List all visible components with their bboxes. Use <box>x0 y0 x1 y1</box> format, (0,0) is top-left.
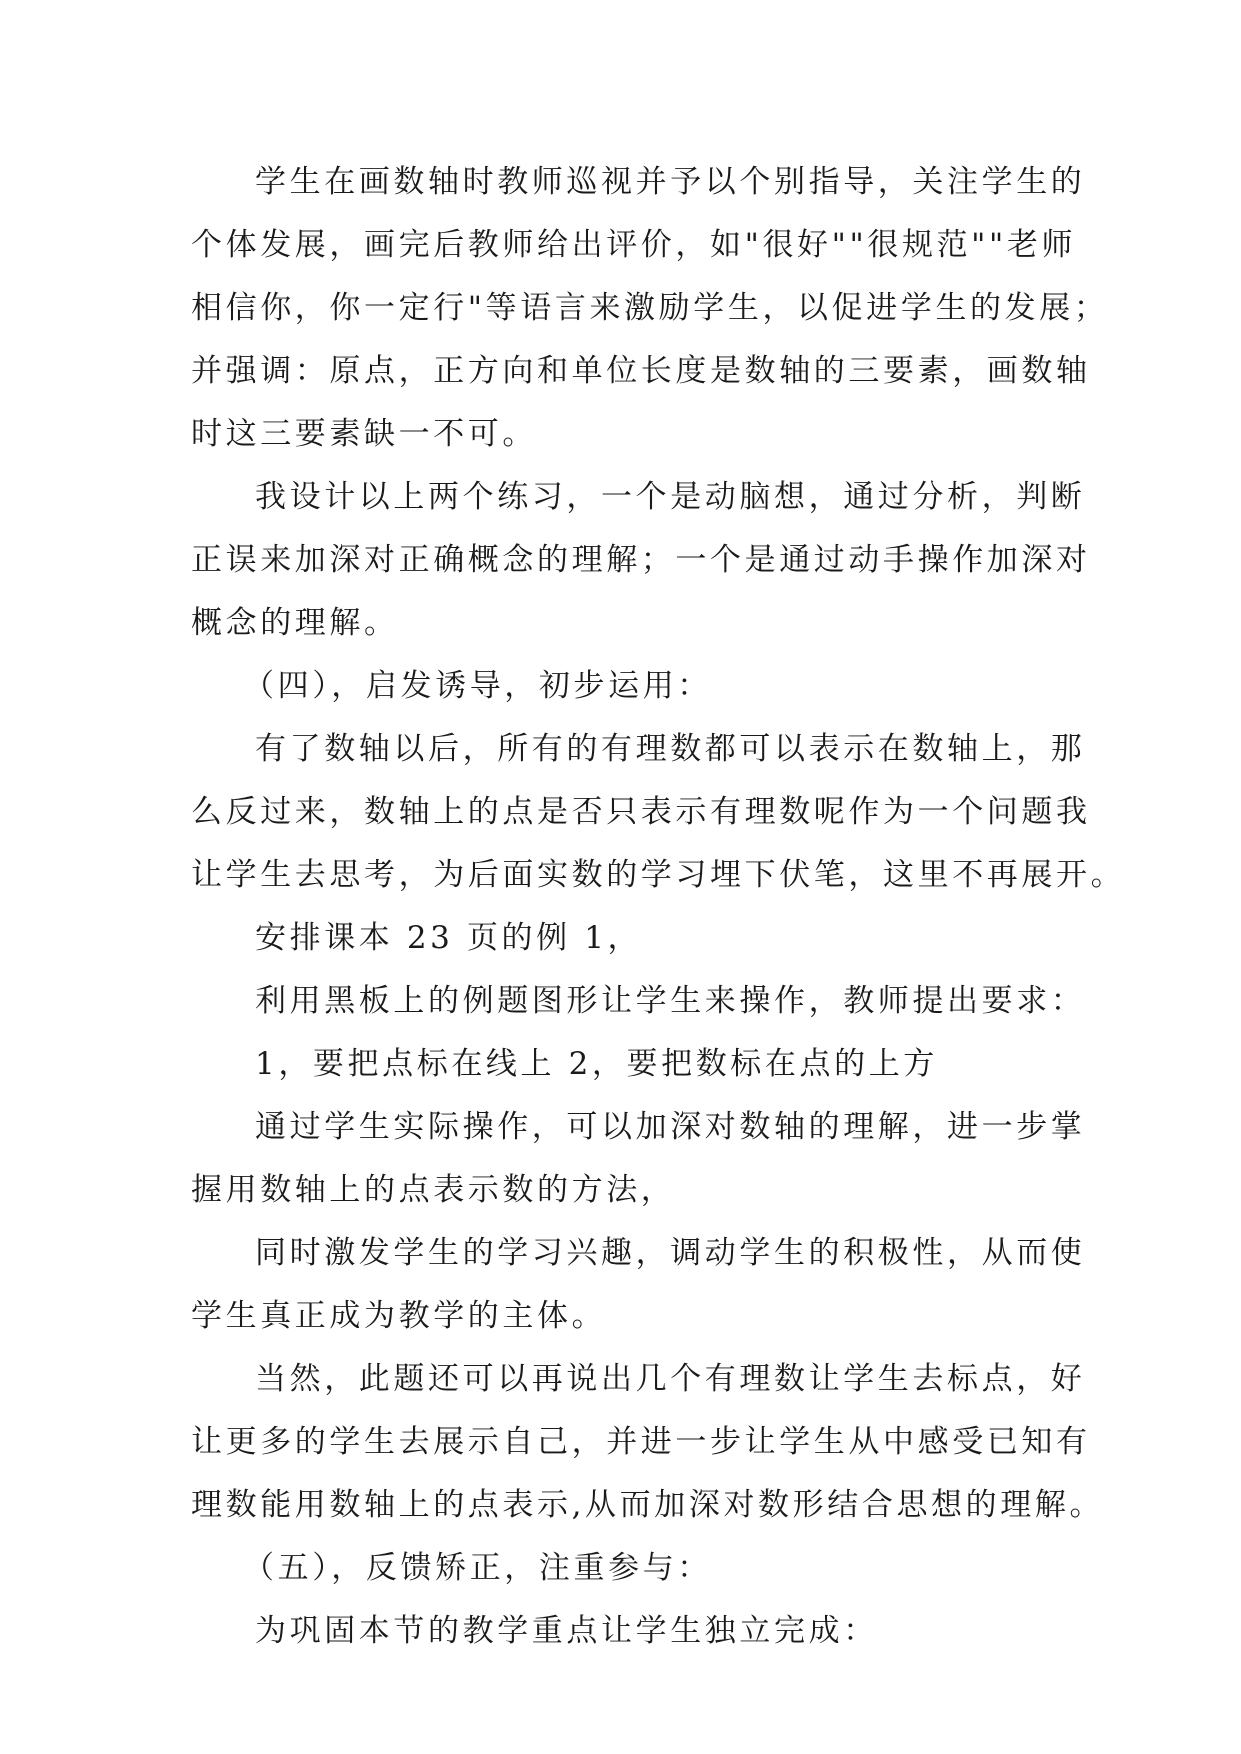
section-heading: （四），启发诱导，初步运用： <box>243 668 712 704</box>
paragraph-line: 时这三要素缺一不可。 <box>191 416 537 452</box>
paragraph-line: 握用数轴上的点表示数的方法， <box>191 1172 676 1208</box>
paragraph-line: 正误来加深对正确概念的理解；一个是通过动手操作加深对 <box>191 542 1091 578</box>
paragraph-line: 让更多的学生去展示自己，并进一步让学生从中感受已知有 <box>191 1424 1091 1460</box>
paragraph-line: 同时激发学生的学习兴趣，调动学生的积极性，从而使 <box>255 1235 1086 1271</box>
document-body <box>191 151 1126 1663</box>
paragraph-line: 理数能用数轴上的点表示,从而加深对数形结合思想的理解。 <box>191 1487 1105 1523</box>
paragraph-line: 安排课本 23 页的例 1， <box>255 920 643 956</box>
paragraph-line: 学生真正成为教学的主体。 <box>191 1298 607 1334</box>
paragraph-line: 让学生去思考，为后面实数的学习埋下伏笔，这里不再展开。 <box>191 857 1126 893</box>
paragraph-line: 么反过来，数轴上的点是否只表示有理数呢作为一个问题我 <box>191 794 1091 830</box>
paragraph-line: 个体发展，画完后教师给出评价，如"很好""很规范""老师 <box>191 227 1077 263</box>
paragraph-line: 为巩固本节的教学重点让学生独立完成： <box>255 1613 878 1649</box>
paragraph-line: 并强调：原点，正方向和单位长度是数轴的三要素，画数轴 <box>191 353 1091 389</box>
paragraph-line: 学生在画数轴时教师巡视并予以个别指导，关注学生的 <box>255 164 1086 200</box>
paragraph-line: 概念的理解。 <box>191 605 399 641</box>
paragraph-line: 1，要把点标在线上 2，要把数标在点的上方 <box>255 1046 938 1082</box>
paragraph-line: 有了数轴以后，所有的有理数都可以表示在数轴上，那 <box>255 731 1086 767</box>
paragraph-line: 当然，此题还可以再说出几个有理数让学生去标点，好 <box>255 1361 1086 1397</box>
paragraph-line: 我设计以上两个练习，一个是动脑想，通过分析，判断 <box>255 479 1086 515</box>
section-heading: （五），反馈矫正，注重参与： <box>243 1550 712 1586</box>
paragraph-line: 相信你，你一定行"等语言来激励学生，以促进学生的发展； <box>191 290 1109 326</box>
paragraph-line: 利用黑板上的例题图形让学生来操作，教师提出要求： <box>255 983 1086 1019</box>
paragraph-line: 通过学生实际操作，可以加深对数轴的理解，进一步掌 <box>255 1109 1086 1145</box>
